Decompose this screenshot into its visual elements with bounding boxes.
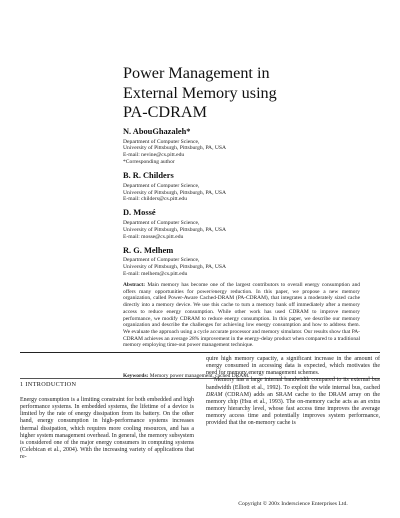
abstract-text: Main memory has become one of the largest contributors to overall energy consumption and offers many opportunities for power/energy reduction. In this paper, we propose a new memory organization, called Power-Aware Cached-DRAM (PA-CDRAM), that integrates a moderately sized cache directly into a memory device. We use this cache to turn a memory bank off immediately after a memory access to reduce energy consumption. While other work has used CDRAM to improve memory performance, we modify CDRAM to reduce energy consumption. In this paper, we describe our memory organization and describe the challenges for achieving low energy consumption and how to address them. We evaluate the approach using a cycle accurate processor and memory simulator. Our results show that PA-CDRAM achieves an average 28% improvement in the energy-delay product when compared to a traditional memory employing time-out power management technique. (123, 282, 361, 349)
author-email: E-mail: childers@cs.pitt.edu (123, 196, 188, 203)
paragraph-text: (CDRAM) adds an SRAM cache to the DRAM array on the memory chip (Hsu et al., 1993). The on-memory cache acts as an extra memory hierarchy level, whose fast access time improves the average memory access time and potentially improves system performance, provided that the on-memory cache is (206, 391, 380, 427)
right-column (206, 356, 380, 428)
keywords-label: Keywords: (123, 373, 149, 379)
affiliation-line: University of Pittsburgh, Pittsburgh, PA, USA (123, 189, 227, 196)
author-block (123, 208, 363, 240)
author-name: R. G. Melhem (123, 245, 174, 255)
author-email: E-mail: nevine@cs.pitt.edu (123, 152, 185, 159)
copyright-notice: Copyright © 200x Inderscience Enterprises Ltd. (238, 501, 348, 507)
author-email: E-mail: mosse@cs.pitt.edu (123, 233, 184, 240)
italic-term: DRAM (206, 391, 223, 398)
title-line: PA-CDRAM (123, 103, 207, 121)
corresponding-author-note: *Corresponding author (123, 159, 175, 166)
title-line: Power Management in (123, 64, 270, 82)
affiliation-line: Department of Computer Science, (123, 182, 200, 189)
section-heading (20, 381, 76, 388)
paper-title (123, 64, 363, 123)
title-line: External Memory using (123, 83, 277, 102)
keywords-text: Memory power management, cached DRAM. (149, 373, 250, 379)
author-name: D. Mossé (123, 208, 156, 218)
section-title-text: INTRODUCTION (25, 381, 77, 388)
body-paragraph: Energy consumption is a limiting constraint for both embedded and high performance systems. In embedded systems, the lifetime of a device is limited by the rate of energy dissipation from its battery. On the other hand, energy consumption in high-performance systems increases thermal dissipation, which requires more cooling resources, and has a higher system management overhead. In general, the memory subsystem is considered one of the major energy consumers in computing systems (Celebican et al., 2004). With the increasing variety of applications that re- (20, 397, 194, 461)
author-block (123, 246, 363, 278)
author-block (123, 127, 363, 166)
body-paragraph: quire high memory capacity, a significant increase in the amount of energy consumed in accessing data is expected, which motivates the need for memory energy management schemes. (206, 356, 380, 377)
section-number: 1 (20, 381, 24, 388)
affiliation-line: Department of Computer Science, (123, 257, 200, 264)
author-name: N. AbouGhazaleh* (123, 127, 191, 136)
affiliation-line: Department of Computer Science, (123, 138, 200, 145)
body-paragraph (206, 377, 380, 427)
affiliation-line: Department of Computer Science, (123, 219, 200, 226)
left-column (20, 397, 194, 461)
affiliation-line: University of Pittsburgh, Pittsburgh, PA, USA (123, 263, 227, 270)
abstract (123, 282, 360, 349)
paragraph-text: Memory has a large internal bandwidth compared to its external bus bandwidth (Elliott et al., 1992). To exploit the wide internal bus, cached (206, 377, 380, 391)
affiliation-line: University of Pittsburgh, Pittsburgh, PA, USA (123, 145, 227, 152)
section-divider (20, 352, 380, 353)
author-block (123, 171, 363, 203)
affiliation-line: University of Pittsburgh, Pittsburgh, PA, USA (123, 226, 227, 233)
author-email: E-mail: melhem@cs.pitt.edu (123, 270, 188, 277)
abstract-label: Abstract: (123, 282, 146, 288)
author-name: B. R. Childers (123, 171, 174, 181)
author-list (123, 127, 363, 283)
